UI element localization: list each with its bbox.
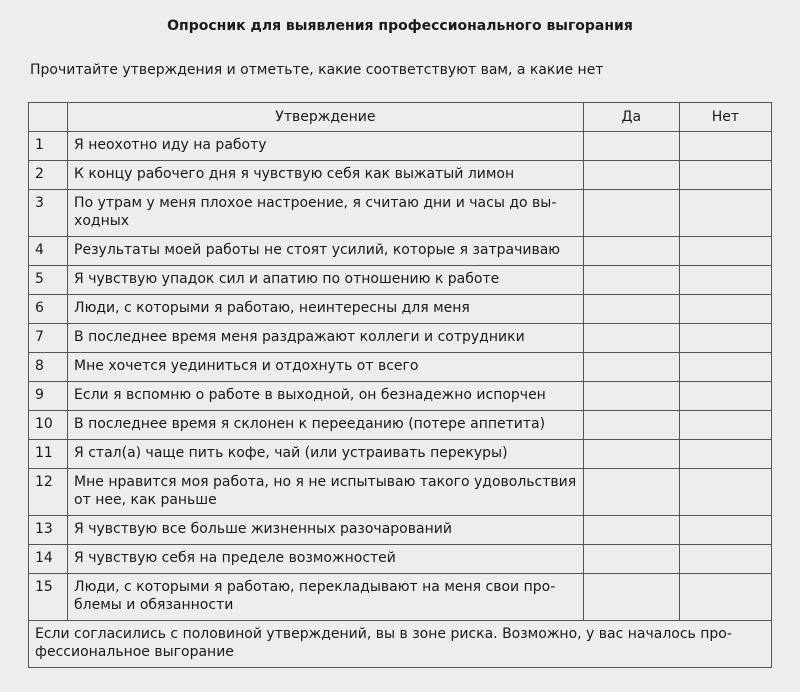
row-number: 5 [29, 266, 68, 295]
answer-yes-cell[interactable] [583, 266, 679, 295]
answer-no-cell[interactable] [679, 190, 771, 237]
answer-no-cell[interactable] [679, 440, 771, 469]
row-number: 9 [29, 382, 68, 411]
answer-yes-cell[interactable] [583, 324, 679, 353]
answer-yes-cell[interactable] [583, 382, 679, 411]
instruction-text: Прочитайте утверждения и отметьте, какие соответствуют вам, а какие нет [30, 62, 604, 78]
header-statement: Утверждение [68, 103, 584, 132]
row-statement: Мне хочется уединиться и отдохнуть от всего [68, 353, 584, 382]
answer-no-cell[interactable] [679, 132, 771, 161]
table-row [29, 295, 772, 324]
row-statement: Если я вспомню о работе в выходной, он безнадежно испорчен [68, 382, 584, 411]
header-yes: Да [583, 103, 679, 132]
table-row [29, 266, 772, 295]
answer-no-cell[interactable] [679, 295, 771, 324]
row-number: 15 [29, 574, 68, 621]
table-row [29, 190, 772, 237]
answer-no-cell[interactable] [679, 545, 771, 574]
row-statement: Результаты моей работы не стоят усилий, которые я затрачиваю [68, 237, 584, 266]
answer-no-cell[interactable] [679, 161, 771, 190]
answer-yes-cell[interactable] [583, 190, 679, 237]
row-number: 11 [29, 440, 68, 469]
table-header-row [29, 103, 772, 132]
table-row [29, 132, 772, 161]
row-number: 4 [29, 237, 68, 266]
row-statement: Люди, с которыми я работаю, неинтересны для меня [68, 295, 584, 324]
table-row [29, 324, 772, 353]
answer-no-cell[interactable] [679, 324, 771, 353]
row-number: 13 [29, 516, 68, 545]
header-number [29, 103, 68, 132]
footer-note: Если согласились с половиной утверждений, вы в зоне риска. Возможно, у вас началось профессиональное выгорание [29, 621, 772, 668]
row-statement: Я чувствую все больше жизненных разочарований [68, 516, 584, 545]
row-number: 7 [29, 324, 68, 353]
answer-yes-cell[interactable] [583, 161, 679, 190]
answer-yes-cell[interactable] [583, 295, 679, 324]
table-row [29, 516, 772, 545]
row-number: 14 [29, 545, 68, 574]
answer-yes-cell[interactable] [583, 545, 679, 574]
answer-no-cell[interactable] [679, 353, 771, 382]
row-statement: Я стал(а) чаще пить кофе, чай (или устраивать перекуры) [68, 440, 584, 469]
answer-yes-cell[interactable] [583, 132, 679, 161]
row-statement: Люди, с которыми я работаю, перекладывают на меня свои проблемы и обязанности [68, 574, 584, 621]
row-number: 2 [29, 161, 68, 190]
questionnaire-table [28, 102, 772, 668]
answer-no-cell[interactable] [679, 469, 771, 516]
row-statement: По утрам у меня плохое настроение, я считаю дни и часы до выходных [68, 190, 584, 237]
table-row [29, 574, 772, 621]
row-statement: Я чувствую себя на пределе возможностей [68, 545, 584, 574]
row-statement: К концу рабочего дня я чувствую себя как выжатый лимон [68, 161, 584, 190]
row-number: 10 [29, 411, 68, 440]
answer-yes-cell[interactable] [583, 237, 679, 266]
row-number: 8 [29, 353, 68, 382]
row-statement: Мне нравится моя работа, но я не испытываю такого удовольствия от нее, как раньше [68, 469, 584, 516]
table-row [29, 411, 772, 440]
row-number: 6 [29, 295, 68, 324]
answer-no-cell[interactable] [679, 266, 771, 295]
table-row [29, 440, 772, 469]
row-statement: В последнее время меня раздражают коллеги и сотрудники [68, 324, 584, 353]
answer-no-cell[interactable] [679, 237, 771, 266]
row-number: 1 [29, 132, 68, 161]
answer-yes-cell[interactable] [583, 353, 679, 382]
row-statement: Я неохотно иду на работу [68, 132, 584, 161]
table-row [29, 237, 772, 266]
answer-yes-cell[interactable] [583, 516, 679, 545]
header-no: Нет [679, 103, 771, 132]
table-row [29, 353, 772, 382]
row-number: 12 [29, 469, 68, 516]
table-footer-row [29, 621, 772, 668]
answer-no-cell[interactable] [679, 574, 771, 621]
answer-yes-cell[interactable] [583, 574, 679, 621]
table-row [29, 382, 772, 411]
table-row [29, 161, 772, 190]
answer-yes-cell[interactable] [583, 411, 679, 440]
answer-no-cell[interactable] [679, 411, 771, 440]
row-number: 3 [29, 190, 68, 237]
answer-no-cell[interactable] [679, 382, 771, 411]
answer-no-cell[interactable] [679, 516, 771, 545]
answer-yes-cell[interactable] [583, 440, 679, 469]
row-statement: В последнее время я склонен к перееданию (потере аппетита) [68, 411, 584, 440]
row-statement: Я чувствую упадок сил и апатию по отношению к работе [68, 266, 584, 295]
answer-yes-cell[interactable] [583, 469, 679, 516]
table-row [29, 545, 772, 574]
table-row [29, 469, 772, 516]
page-title: Опросник для выявления профессионального выгорания [167, 18, 633, 34]
